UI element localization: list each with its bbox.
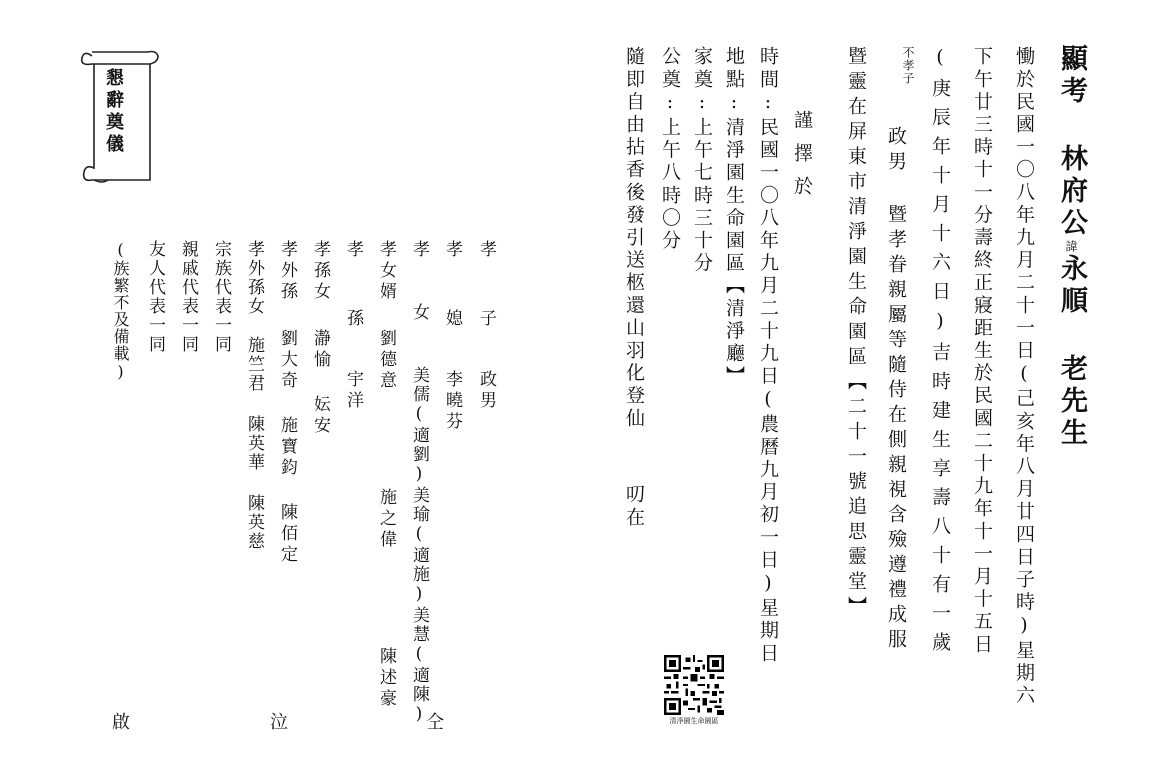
- place-line: 地點:清淨園生命園區【清淨廳】: [723, 46, 745, 388]
- public-rite-line: 公奠:上午八時〇分: [659, 46, 681, 253]
- announcement-line-3: (庚辰年十月十六日)吉時建生享壽八十有一歲: [929, 46, 951, 661]
- family-row: 孝孫女瀞愉 妘安: [310, 240, 330, 437]
- time-line: 時間:民國一〇八年九月二十九日(農曆九月初一日)星期日: [757, 46, 779, 666]
- family-row: 孝外孫女施竺君 陳英華 陳英慈: [244, 240, 264, 551]
- footer-char-2: 泣: [270, 712, 288, 733]
- family-row: 孝 媳李曉芬: [442, 240, 462, 433]
- taboo-mark: 諱: [1064, 240, 1078, 254]
- announcement-line-4: 政男 暨孝眷親屬等隨侍在側親視含殮遵禮成服: [885, 126, 907, 654]
- unfilial-son-label: 不孝子: [901, 46, 915, 85]
- heading-part-b: 永順 老先生: [1056, 254, 1087, 450]
- family-row: 孝外孫劉大奇 施寶鈞 陳佰定: [277, 240, 297, 566]
- heading-part-a: 顯考 林府公: [1056, 44, 1087, 240]
- closing-text: 叨在: [623, 484, 645, 530]
- qr-label: 清淨園生命園區: [669, 717, 719, 725]
- footer-char-3: 仝: [426, 712, 444, 733]
- family-row: 宗族代表一同: [211, 240, 231, 354]
- announcement-line-1: 慟於民國一〇八年九月二十一日(己亥年八月廿四日子時)星期六: [1013, 46, 1035, 708]
- family-row: 友人代表一同: [145, 240, 165, 354]
- qr-code: [664, 655, 724, 715]
- announcement-line-2: 下午廿三時十一分壽終正寢距生於民國二十九年十一月十五日: [971, 46, 993, 657]
- family-rite-line: 家奠:上午七時三十分: [691, 46, 713, 275]
- family-row: 孝 孫宇洋: [343, 240, 363, 412]
- deceased-heading: [1058, 44, 1085, 450]
- family-row: 孝 女美儒(適劉)美瑜(適施)美慧(適陳): [409, 240, 429, 726]
- announcement-line-5: 暨靈在屏東市清淨園生命園區【二十一號追思靈堂】: [845, 46, 867, 621]
- procession-line: 隨即自由拈香後發引送柩還山羽化登仙: [623, 46, 645, 431]
- footer-char-1: 啟: [112, 712, 130, 733]
- scroll-title: 懇辭奠儀: [103, 68, 124, 156]
- family-row: 孝 子政男: [476, 240, 496, 412]
- family-row: 孝女婿劉德意 施之偉 陳述豪: [376, 240, 396, 710]
- respectfully-chosen: 謹擇於: [791, 110, 813, 209]
- family-row: 親戚代表一同: [178, 240, 198, 354]
- family-row: (族繁不及備載): [111, 240, 130, 382]
